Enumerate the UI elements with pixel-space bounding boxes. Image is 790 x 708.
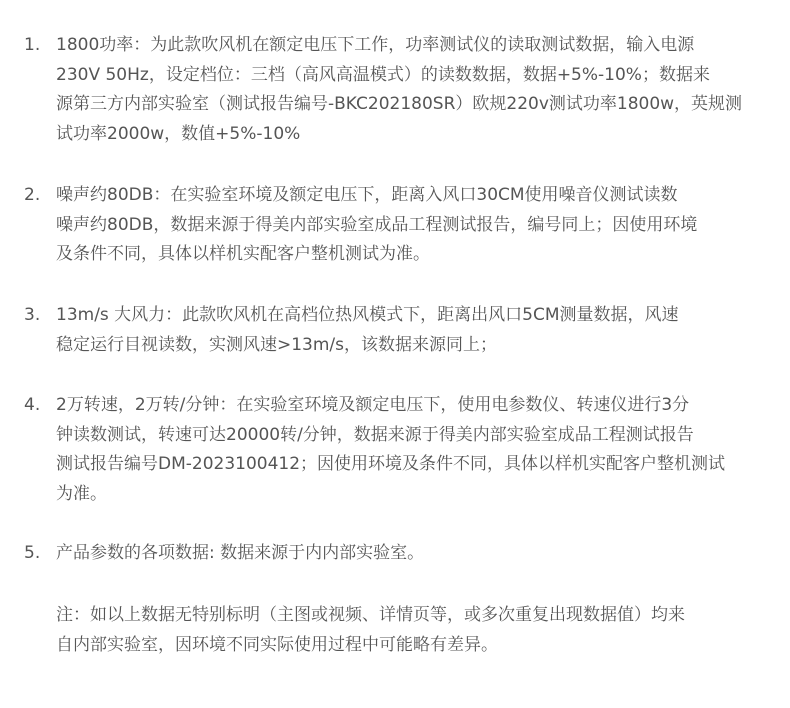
item-text xyxy=(56,391,776,509)
item-number: 3. xyxy=(24,305,41,325)
text-line: 自内部实验室，因环境不同实际使用过程中可能略有差异。 xyxy=(56,634,498,655)
item-number: 1. xyxy=(24,35,41,55)
text-line: 试功率2000w，数值+5%-10% xyxy=(56,123,301,144)
text-line: 测试报告编号DM-2023100412；因使用环境及条件不同，具体以样机实配客户整机测试 xyxy=(56,454,726,474)
item-text xyxy=(56,301,776,360)
text-line: 230V 50Hz，设定档位：三档（高风高温模式）的读数数据，数据+5%-10%；数据来 xyxy=(56,64,710,85)
text-line: 噪声约80DB：在实验室环境及额定电压下，距离入风口30CM使用噪音仪测试读数 xyxy=(56,185,678,205)
text-line: 为准。 xyxy=(56,483,107,504)
item-number: 5. xyxy=(24,543,41,563)
item-number: 4. xyxy=(24,395,41,415)
item-text xyxy=(56,181,776,270)
item-text xyxy=(56,539,776,569)
text-line: 稳定运行目视读数，实测风速>13m/s，该数据来源同上； xyxy=(56,334,498,355)
text-line: 源第三方内部实验室（测试报告编号-BKC202180SR）欧规220v测试功率1800w，英规测 xyxy=(56,94,743,114)
text-line: 1800功率：为此款吹风机在额定电压下工作，功率测试仪的读取测试数据，输入电源 xyxy=(56,35,695,55)
text-line: 及条件不同，具体以样机实配客户整机测试为准。 xyxy=(56,244,430,264)
text-line: 2万转速，2万转/分钟：在实验室环境及额定电压下，使用电参数仪、转速仪进行3分 xyxy=(56,395,690,415)
footnote-text xyxy=(56,601,776,660)
text-line: 13m/s 大风力：此款吹风机在高档位热风模式下，距离出风口5CM测量数据，风速 xyxy=(56,305,679,325)
text-line: 注：如以上数据无特别标明（主图或视频、详情页等，或多次重复出现数据值）均来 xyxy=(56,605,685,625)
text-line: 噪声约80DB，数据来源于得美内部实验室成品工程测试报告，编号同上；因使用环境 xyxy=(56,214,698,235)
text-line: 钟读数测试，转速可达20000转/分钟，数据来源于得美内部实验室成品工程测试报告 xyxy=(56,424,694,445)
text-line: 产品参数的各项数据: 数据来源于内内部实验室。 xyxy=(56,543,425,563)
item-number: 2. xyxy=(24,185,41,205)
item-text xyxy=(56,31,776,149)
